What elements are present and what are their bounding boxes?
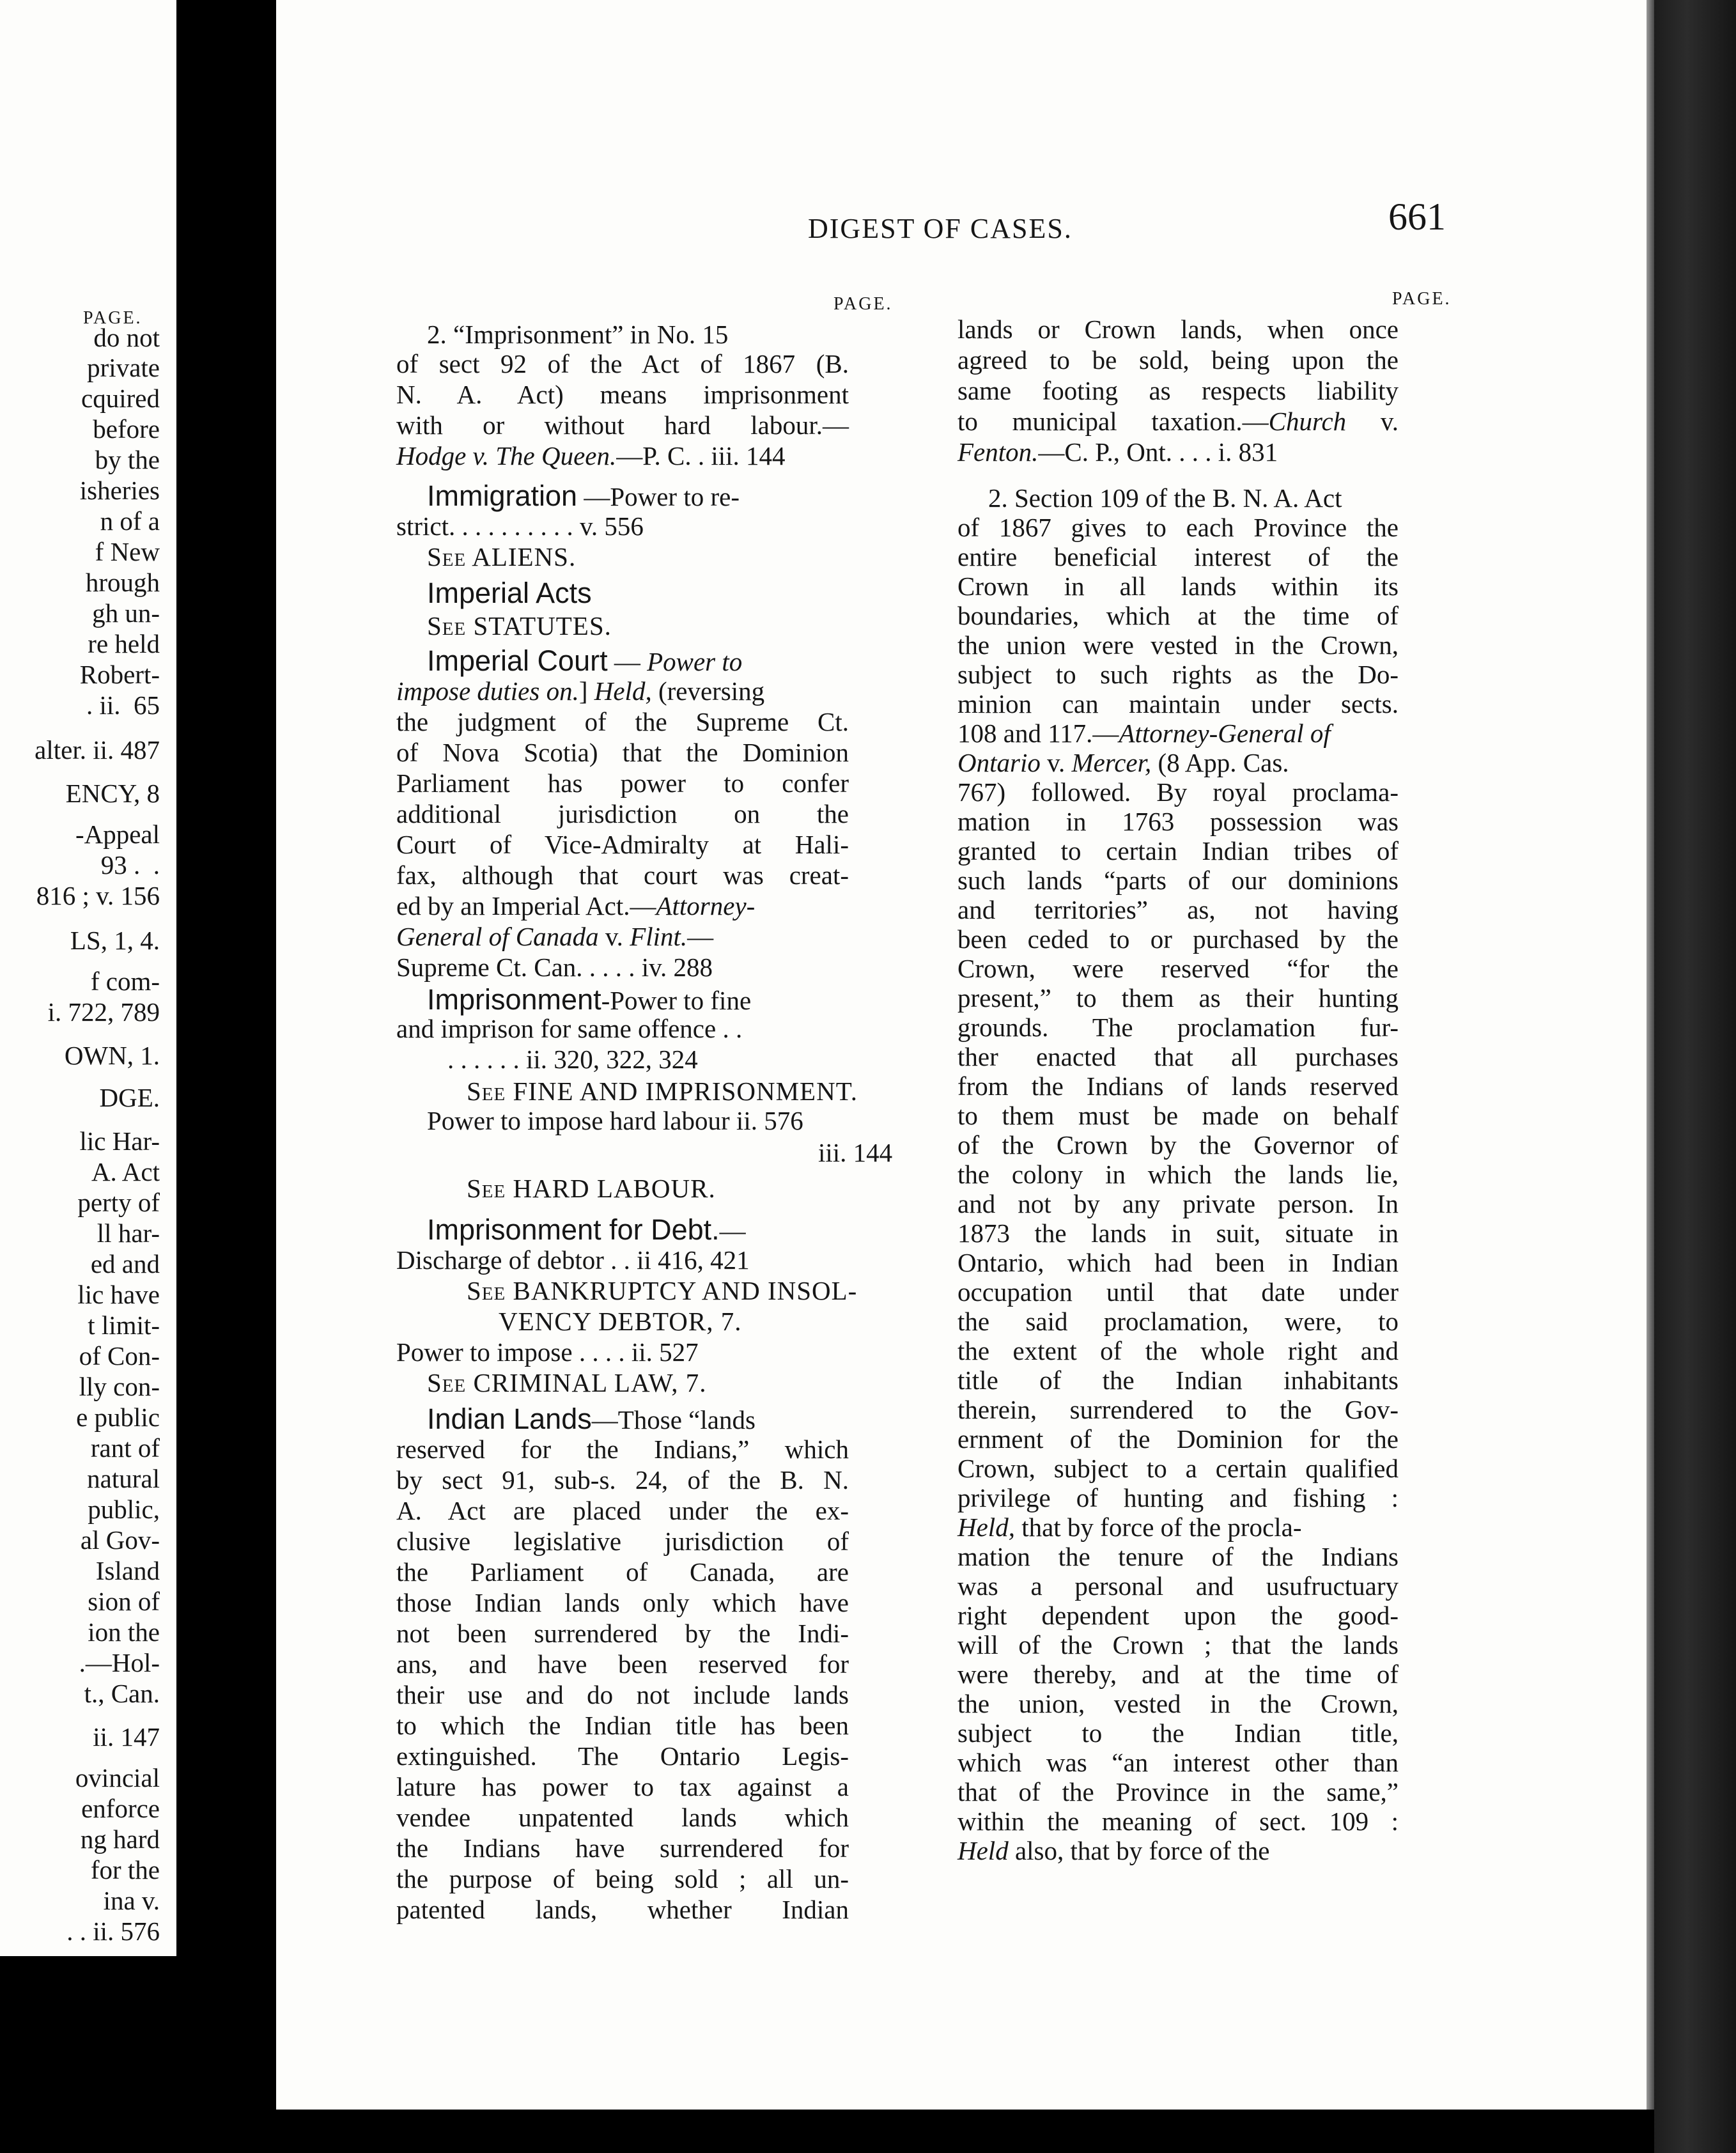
right-text-line: occupation until that date under: [957, 1277, 1399, 1307]
left-text-line: perty of: [77, 1188, 160, 1217]
mid-text-line: the Parliament of Canada, are: [396, 1557, 849, 1587]
left-text-line: i. 722, 789: [47, 997, 160, 1027]
mid-entry-heading: Indian Lands—Those “lands: [427, 1403, 756, 1435]
right-text-line: Ontario v. Mercer, (8 App. Cas.: [957, 748, 1289, 777]
right-text-line: agreed to be sold, being upon the: [957, 345, 1399, 375]
mid-text-line: lature has power to tax against a: [396, 1772, 849, 1801]
book-spine: [1654, 0, 1736, 2153]
right-text-line: lands or Crown lands, when once: [957, 315, 1399, 344]
left-text-line: ion the: [88, 1617, 160, 1647]
mid-text-line: the judgment of the Supreme Ct.: [396, 707, 849, 736]
right-page-label: PAGE.: [1392, 289, 1452, 309]
right-text-line: from the Indians of lands reserved: [957, 1071, 1399, 1101]
left-text-line: enforce: [81, 1794, 160, 1823]
right-text-line: right dependent upon the good-: [957, 1601, 1399, 1630]
mid-entry-heading: Imperial Acts: [427, 577, 592, 609]
right-text-line: Crown, were reserved “for the: [957, 954, 1399, 983]
right-text-line: to them must be made on behalf: [957, 1101, 1399, 1130]
mid-text-line: their use and do not include lands: [396, 1680, 849, 1709]
mid-text-line: not been surrendered by the Indi-: [396, 1619, 849, 1648]
right-text-line: the extent of the whole right and: [957, 1336, 1399, 1365]
right-text-line: entire beneficial interest of the: [957, 542, 1399, 571]
mid-text-line: impose duties on.] Held, (reversing: [396, 676, 765, 706]
right-text-line: was a personal and usufructuary: [957, 1571, 1399, 1601]
right-text-line: 767) followed. By royal proclama-: [957, 777, 1399, 807]
right-text-line: 2. Section 109 of the B. N. A. Act: [988, 483, 1342, 513]
left-text-line: of Con-: [79, 1341, 160, 1371]
right-text-line: within the meaning of sect. 109 :: [957, 1807, 1399, 1836]
right-text-line: grounds. The proclamation fur-: [957, 1013, 1399, 1042]
right-text-line: therein, surrendered to the Gov-: [957, 1395, 1399, 1424]
mid-text-line: vendee unpatented lands which: [396, 1803, 849, 1832]
left-text-line: private: [87, 353, 160, 382]
left-text-line: ed and: [90, 1249, 160, 1279]
mid-text-line: N. A. Act) means imprisonment: [396, 380, 849, 409]
running-title: DIGEST OF CASES.: [808, 213, 1073, 244]
mid-entry-heading: Imprisonment-Power to fine: [427, 983, 752, 1016]
mid-text-line: 2. “Imprisonment” in No. 15: [427, 320, 729, 349]
right-text-line: privilege of hunting and fishing :: [957, 1483, 1399, 1512]
mid-text-line: A. Act are placed under the ex-: [396, 1496, 849, 1525]
right-text-line: and not by any private person. In: [957, 1189, 1399, 1218]
mid-text-line: See ALIENS.: [427, 542, 577, 571]
mid-text-line: See CRIMINAL LAW, 7.: [427, 1368, 707, 1397]
right-text-line: of 1867 gives to each Province the: [957, 513, 1399, 542]
left-text-line: for the: [90, 1855, 160, 1885]
right-text-line: such lands “parts of our dominions: [957, 866, 1399, 895]
left-text-line: al Gov-: [80, 1525, 160, 1555]
right-text-line: boundaries, which at the time of: [957, 601, 1399, 630]
left-text-line: n of a: [100, 506, 160, 536]
mid-text-line: clusive legislative jurisdiction of: [396, 1527, 849, 1556]
mid-text-line: See STATUTES.: [427, 611, 612, 641]
right-text-line: Fenton.—C. P., Ont. . . . i. 831: [957, 437, 1278, 467]
right-text-line: Crown in all lands within its: [957, 571, 1399, 601]
right-text-line: same footing as respects liability: [957, 376, 1399, 405]
left-text-line: t limit-: [88, 1310, 160, 1340]
mid-text-line: Power to impose hard labour ii. 576: [427, 1106, 803, 1135]
mid-text-line: See BANKRUPTCY AND INSOL-: [467, 1276, 858, 1305]
right-text-line: ernment of the Dominion for the: [957, 1424, 1399, 1454]
left-text-line: ii. 147: [93, 1722, 160, 1752]
left-text-line: . . ii. 576: [66, 1916, 160, 1946]
mid-text-line: Supreme Ct. Can. . . . . iv. 288: [396, 952, 713, 982]
mid-text-line: reserved for the Indians,” which: [396, 1434, 849, 1464]
mid-text-line: Hodge v. The Queen.—P. C. . iii. 144: [396, 441, 786, 470]
right-text-line: title of the Indian inhabitants: [957, 1365, 1399, 1395]
right-text-line: the union, vested in the Crown,: [957, 1689, 1399, 1718]
left-text-line: do not: [93, 323, 160, 352]
mid-text-line: Court of Vice-Admiralty at Hali-: [396, 830, 849, 859]
mid-text-line: iii. 144: [818, 1138, 893, 1167]
mid-entry-heading: Imperial Court — Power to: [427, 644, 743, 677]
mid-text-line: . . . . . . ii. 320, 322, 324: [447, 1045, 698, 1074]
mid-text-line: See FINE AND IMPRISONMENT.: [467, 1076, 858, 1106]
left-text-line: lly con-: [79, 1372, 160, 1401]
right-text-line: mation in 1763 possession was: [957, 807, 1399, 836]
mid-text-line: those Indian lands only which have: [396, 1588, 849, 1617]
right-text-line: Crown, subject to a certain qualified: [957, 1454, 1399, 1483]
right-text-line: the said proclamation, were, to: [957, 1307, 1399, 1336]
mid-text-line: fax, although that court was creat-: [396, 860, 849, 890]
left-text-line: f New: [95, 537, 160, 566]
left-text-line: Island: [95, 1556, 160, 1585]
mid-text-line: See HARD LABOUR.: [467, 1174, 716, 1203]
left-text-line: f com-: [90, 967, 160, 996]
facing-page-fragment: [0, 0, 176, 1956]
mid-text-line: General of Canada v. Flint.—: [396, 922, 714, 951]
left-text-line: t., Can.: [84, 1679, 160, 1708]
mid-text-line: of sect 92 of the Act of 1867 (B.: [396, 349, 849, 378]
mid-text-line: the Indians have surrendered for: [396, 1833, 849, 1863]
left-text-line: rant of: [90, 1433, 160, 1463]
left-text-line: ng hard: [80, 1824, 160, 1854]
left-page-label: PAGE.: [83, 308, 143, 328]
mid-text-line: additional jurisdiction on the: [396, 799, 849, 828]
mid-text-line: VENCY DEBTOR, 7.: [499, 1307, 742, 1336]
left-text-line: ll har-: [97, 1218, 160, 1248]
left-text-line: alter. ii. 487: [35, 735, 160, 765]
right-text-line: minion can maintain under sects.: [957, 689, 1399, 719]
mid-text-line: by sect 91, sub-s. 24, of the B. N.: [396, 1465, 849, 1495]
left-text-line: 93 . .: [100, 850, 160, 880]
right-text-line: and territories” as, not having: [957, 895, 1399, 924]
right-text-line: Ontario, which had been in Indian: [957, 1248, 1399, 1277]
left-text-line: ovincial: [75, 1763, 160, 1792]
left-text-line: lic have: [77, 1280, 160, 1309]
left-text-line: public,: [88, 1495, 160, 1524]
right-text-line: to municipal taxation.—Church v.: [957, 407, 1399, 436]
right-text-line: granted to certain Indian tribes of: [957, 836, 1399, 866]
page-number: 661: [1388, 196, 1446, 238]
mid-text-line: extinguished. The Ontario Legis-: [396, 1741, 849, 1771]
left-text-line: -Appeal: [75, 820, 160, 849]
right-text-line: present,” to them as their hunting: [957, 983, 1399, 1013]
left-text-line: before: [93, 414, 160, 444]
left-text-line: cquired: [81, 384, 160, 413]
left-text-line: re held: [88, 629, 160, 658]
mid-text-line: strict. . . . . . . . . . v. 556: [396, 511, 644, 541]
left-text-line: 816 ; v. 156: [36, 881, 160, 910]
left-text-line: e public: [76, 1403, 160, 1432]
left-text-line: isheries: [79, 476, 160, 505]
right-text-line: the colony in which the lands lie,: [957, 1160, 1399, 1189]
mid-text-line: Parliament has power to confer: [396, 768, 849, 798]
mid-text-line: Discharge of debtor . . ii 416, 421: [396, 1245, 750, 1275]
right-text-line: 1873 the lands in suit, situate in: [957, 1218, 1399, 1248]
left-text-line: ina v.: [103, 1886, 160, 1915]
right-text-line: will of the Crown ; that the lands: [957, 1630, 1399, 1659]
digest-page: [276, 0, 1647, 2110]
left-text-line: . ii. 65: [86, 690, 160, 720]
right-text-line: mation the tenure of the Indians: [957, 1542, 1399, 1571]
middle-page-label: PAGE.: [833, 294, 893, 314]
right-text-line: ther enacted that all purchases: [957, 1042, 1399, 1071]
left-text-line: Robert-: [79, 660, 160, 689]
mid-entry-heading: Imprisonment for Debt.—: [427, 1213, 746, 1246]
right-text-line: which was “an interest other than: [957, 1748, 1399, 1777]
left-text-line: ENCY, 8: [65, 779, 160, 808]
right-text-line: of the Crown by the Governor of: [957, 1130, 1399, 1160]
mid-text-line: to which the Indian title has been: [396, 1711, 849, 1740]
right-text-line: 108 and 117.—Attorney-General of: [957, 719, 1331, 748]
left-text-line: lic Har-: [79, 1126, 160, 1156]
left-text-line: gh un-: [92, 598, 160, 628]
mid-text-line: ed by an Imperial Act.—Attorney-: [396, 891, 756, 921]
mid-text-line: with or without hard labour.—: [396, 410, 849, 440]
right-text-line: were thereby, and at the time of: [957, 1659, 1399, 1689]
right-text-line: subject to the Indian title,: [957, 1718, 1399, 1748]
left-text-line: .—Hol-: [79, 1648, 160, 1677]
left-text-line: OWN, 1.: [64, 1041, 160, 1070]
left-text-line: by the: [95, 445, 160, 474]
right-text-line: been ceded to or purchased by the: [957, 924, 1399, 954]
left-text-line: DGE.: [99, 1083, 160, 1112]
mid-text-line: and imprison for same offence . .: [396, 1014, 743, 1043]
left-text-line: A. Act: [91, 1157, 160, 1186]
right-text-line: subject to such rights as the Do-: [957, 660, 1399, 689]
mid-text-line: of Nova Scotia) that the Dominion: [396, 738, 849, 767]
right-text-line: that of the Province in the same,”: [957, 1777, 1399, 1807]
left-text-line: LS, 1, 4.: [70, 926, 160, 955]
mid-text-line: ans, and have been reserved for: [396, 1649, 849, 1679]
left-text-line: sion of: [88, 1587, 160, 1616]
mid-entry-heading: Immigration —Power to re-: [427, 479, 740, 512]
mid-text-line: Power to impose . . . . ii. 527: [396, 1337, 699, 1367]
right-text-line: the union were vested in the Crown,: [957, 630, 1399, 660]
left-text-line: hrough: [85, 568, 160, 597]
left-text-line: natural: [87, 1464, 160, 1493]
mid-text-line: patented lands, whether Indian: [396, 1895, 849, 1924]
right-text-line: Held, that by force of the procla-: [957, 1512, 1302, 1542]
right-text-line: Held also, that by force of the: [957, 1836, 1270, 1865]
mid-text-line: the purpose of being sold ; all un-: [396, 1864, 849, 1893]
